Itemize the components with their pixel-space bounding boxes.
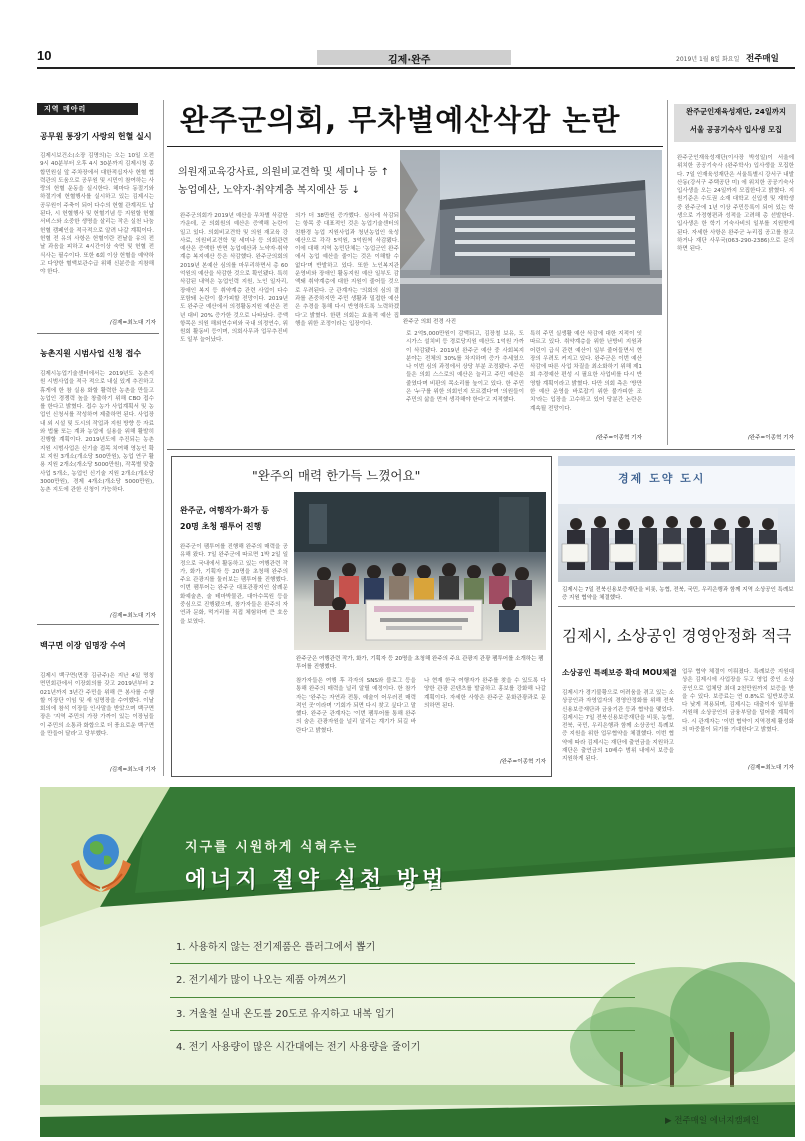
page-number: 10 (37, 48, 52, 63)
sidebar-column-rule (163, 100, 164, 776)
main-body-col4: 특히 주민 실생활 예산 삭감에 대한 지적이 잇따르고 있다. 취약계층을 위한 난방비 지원과 어린이 급식 관련 예산이 일부 줄어들면서 현장의 우려도 커지고 있다. 완주군은 이번 예산 삭감에 따른 사업 차질을 최소화하기 위해 제1회 추경예산 편성 시 필요한 사업비를 다시 반영할 계획이라고 밝혔다. 다만 의회 측은 '방만한 예산 운영을 바로잡기 위한 불가피한 조치'라는 입장을 고수하고 있어 당분간 논란은 계속될 전망이다. (530, 331, 642, 412)
right-article-headline-1: 완주군인재육성재단, 24일까지 (685, 107, 787, 116)
feature-subhead-1: 완주군, 여행작가·화가 등 (180, 506, 269, 515)
right-column-rule (667, 100, 668, 445)
sidebar-byline-1: /김제=최노대 기자 (109, 320, 156, 326)
sidebar-headline-2: 농촌지원 시범사업 신청 접수 (40, 349, 142, 358)
newspaper-name: 전주매일 (746, 54, 779, 64)
energy-tip-3: 3. 겨울철 실내 온도를 20도로 유지하고 내복 입기 (176, 1009, 395, 1020)
mou-caption: 김제시는 7일 전북신용보증재단을 비롯, 농협, 전북, 국민, 우리은행과 함께 지역 소상공인 특례보증 지원 협약을 체결했다. (562, 587, 794, 601)
kimje-byline: /김제=최노대 기자 (747, 765, 794, 771)
sidebar-label: 지역 메아리 (44, 105, 87, 113)
section-title: 김제·완주 (388, 55, 431, 66)
energy-tip-divider-2 (170, 997, 635, 998)
mou-photo (558, 456, 795, 582)
feature-subhead-2: 20명 초청 팸투어 진행 (180, 522, 262, 531)
sidebar-divider-1 (37, 333, 159, 334)
mou-photo-banner: 경제 도약 도시 (618, 472, 706, 485)
sidebar-headline-1: 공무원 통장기 사랑의 헌혈 실시 (40, 132, 152, 141)
feature-byline: /완주=이종혁 기자 (499, 759, 546, 765)
sidebar-body-3: 김제시 백구면(면장 김규주)은 지난 4일 명칭 면민회관에서 이장회의를 갖고 2019년부터 2021년까지 3년간 주민을 위해 큰 봉사를 수행할 이장단 이임 및 새 임명장을 수여했다. 이날 회의에 참석 이장들 인사말을 받았으며 백구면장은 '지역 주민의 가장 가까이 있는 이장님들이 주민의 소통과 화합으로 더 풍요로운 백구면을 만들어 달라'고 당부했다. (40, 673, 154, 738)
issue-date: 2019년 1월 8일 화요일 (676, 56, 740, 63)
energy-ad-slogan: 지구를 시원하게 식혀주는 (185, 840, 359, 855)
main-headline-rule (167, 146, 663, 147)
kimje-body-col1: 김제시가 경기불황으로 어려움을 겪고 있는 소상공인과 자영업자의 경영안정화를 위해 전북신용보증재단과 금융기관 등과 협약을 맺었다. 김제시는 7일 전북신용보증재단을 비롯, 농협, 전북, 국민, 우리은행과 함께 소상공인 특례보증 지원을 위한 업무협약을 체결했다. 이번 협약에 따라 김제시는 재단에 출연금을 지원하고 재단은 출연금의 10배수 범위 내에서 보증을 지원하게 된다. (562, 690, 674, 763)
earth-in-hands-icon (66, 824, 136, 896)
mid-rule (167, 449, 795, 450)
main-subhead-1: 의원재교육강사료, 의원비교견학 및 세미나 등 ↑ (178, 167, 389, 178)
feature-body-col1: 완주군이 팸투어를 진행해 완주의 매력을 공유해 왔다. 7일 완주군에 따르면 1박 2일 일정으로 국내에서 활동하고 있는 여행관련 작가, 화가, 기획자 등 20명을 초청해 완주의 주요 관광지를 둘러보는 팸투어를 진행했다. 이번 팸투어는 완주군 대표관광지인 삼례문화예술촌, 술 테마박물관, 대아수목원 등을 중심으로 진행됐으며, 참가자들은 완주의 자연과 문화, 먹거리를 직접 체험하며 큰 호응을 보였다. (180, 544, 288, 625)
main-subhead-2: 농업예산, 노약자·취약계층 복지예산 등 ↓ (178, 185, 361, 196)
energy-tip-1: 1. 사용하지 않는 전기제품은 플러그에서 뽑기 (176, 942, 376, 953)
energy-tip-divider-3 (170, 1030, 635, 1031)
group-photo-illustration (294, 492, 546, 650)
sidebar-body-1: 김제시보건소(소장 김명의)는 오는 10일 오전 9시 40분부터 오후 4시 30분까지 김제시청 종합민원실 앞 주차장에서 대한적십자사 헌혈 협력관의 도움으로 공무원 및 시민이 참여하는 사랑의 헌혈 운동을 실시한다. 헤마다 동절기와 하절기에 헌혈행사를 실시하고 있는 김제시는 공무원이 주축이 되어 다수의 헌혈 관계직도 납된다, 시 헌혈행사 및 헌혈기념 등 지원할 헌혈서비스와 소중한 생명을 살리는 작은 실천 나눔 헌혈 캠페인을 적극적으로 알려 나갈 계획이다. 헌혈 전 유의 사항은 헌혈이란 전날을 유의 전날 과음을 피하고 4시간이상 숙면 및 헌혈 전 식사는 필수이다. 또한 6회 이상 헌혈을 예약하고 다양한 혈액보관수급 위해 신분증을 지참해야 한다. (40, 153, 154, 276)
energy-ad-decoration (40, 787, 795, 1137)
sidebar-body-2: 김제시농업기술센터에서는 2019년도 농촌지원 시범사업을 적극 적으로 내실 있게 추진하고 휴게에 한 참 실용 화할 활력한 농촌을 만들고 농업인 경쟁력 높을 창출하기 위해 CBO 접수를 한다고 밝혔다. 접수 농가 사업계획서 및 농업인 신청서를 작성하여 제출하면 된다. 사업장 내 외 시설 및 도시의 작업과 지원 방향 등 자료와 법률 또는 계좌 농업에 실용을 위해 활발히 진행할 계획이다. 2019년도에 추진되는 농촌지원 시범사업은 신기술 접목 치여해 영농인 확보 지원 3개소(개소당 500만원), 농업 연구 활용 지원 2개소(개소당 5000만원), 작목별 맞춤 사업 5개소, 농업인 신기술 지원 2개소(개소당 3000만원), 경제 4개소(개소당 5000만원), 농촌 지도에 관한 신청이 가능하다. (40, 371, 154, 494)
sidebar-byline-3: /김제=최노대 기자 (109, 767, 156, 773)
feature-caption: 완주군은 여행관련 작가, 화가, 기획자 등 20명을 초청해 완주의 주요 관광지 관광 팸투어를 소개하는 팸투어를 진행했다. (296, 656, 544, 670)
right-article-headline-2: 서울 공공기숙사 입사생 모집 (689, 125, 783, 134)
kimje-subhead: 소상공인 특례보증 확대 MOU체결 (562, 668, 677, 677)
council-building-illustration (400, 150, 662, 315)
energy-tip-4: 4. 전기 사용량이 많은 시간대에는 전기 사용량을 줄이기 (176, 1042, 421, 1053)
header-rule (37, 67, 795, 69)
right-article-byline: /완주=이종혁 기자 (747, 435, 794, 441)
main-body-col3: 로 2억5,000만원이 감액되고, 김장철 보유, 도시가스 설치비 등 경로당지원 예산도 1억원 가까이 삭감됐다. 2019년 완주군 예산 중 사회복지 분야는 전체의 30%를 차지하며 증가 추세였으나 이번 심의 과정에서 상당 부분 조정됐다. 주민들은 의회 스스로의 예산은 늘리고 주민 예산은 줄였다며 비판의 목소리를 높이고 있다. 한 주민은 '누구를 위한 의회인지 모르겠다'며 '의원들이 주민의 삶을 먼저 생각해야 한다'고 지적했다. (406, 331, 524, 404)
feature-title: "완주의 매력 한가득 느꼈어요" (252, 468, 421, 483)
kimje-body-col2: 업무 협약 체결이 이뤄졌다. 특례보증 지원대상은 김제시에 사업장을 두고 영업 중인 소상공인으로 업체당 최대 2천만원까지 보증을 받을 수 있다. 보증료는 연 0.8%로 일반보증보다 낮게 적용되며, 김제시는 대출이자 일부를 지원해 소상공인의 금융부담을 덜어줄 계획이다. 시 관계자는 '이번 협약이 지역경제 활성화의 마중물이 되기를 기대한다'고 밝혔다. (682, 669, 794, 734)
main-byline: /완주=이종혁 기자 (595, 435, 642, 441)
energy-ad-footer: ▶ 전주매일 에너지캠페인 (665, 1116, 760, 1126)
right-article-body: 완주군인재육성재단(이사장 박성일)이 서울에 위치한 공공기숙사 (완주학사) 입사생을 모집한다. 7일 인재육성재단은 서울특별시 강서구 내발산동(강서구 주택공단 미) 에 위치한 공공기숙사 입사생을 오는 24일까지 모집한다고 밝혔다. 지원기준은 수도권 소재 대학교 신입생 및 재학생 중 완주군에 1년 이상 주민등록이 되어 있는 학생으로 가정형편과 성적을 고려해 총 선발한다. 입사생은 한 학기 기숙사비의 일부를 지원받게 된다. 자세한 사항은 완주군 누리집 공고를 참고하거나 재단 사무국(063-290-2386)으로 문의하면 된다. (677, 155, 794, 253)
council-building-photo (400, 150, 662, 315)
sidebar-headline-3: 백구면 이장 임명장 수여 (40, 641, 126, 650)
main-headline: 완주군의회, 무차별예산삭감 논란 (180, 103, 621, 137)
feature-body-col2: 참가자들은 여행 후 각자의 SNS와 블로그 등을 통해 완주의 매력을 널리 알릴 예정이다. 한 참가자는 '완주는 자연과 전통, 예술이 어우러진 매력적인 곳'이라며 '기회가 되면 다시 찾고 싶다'고 말했다. 완주군 관계자는 '이번 팸투어를 통해 완주의 숨은 관광자원을 널리 알리는 계기가 되길 바란다'고 밝혔다. (296, 678, 416, 734)
main-body-col1: 완주군의회가 2019년 예산을 무차별 삭감한 가운데, 군 의회원의 예산은 증액해 논란이 일고 있다. 의회비교견학 및 의원 재교육 강사료, 의원비교견학 및 세미나 등 의회관련 예산은 증액한 반면 농업예산과 노약자·취약계층 복지예산 등은 삭감했다. 완주군의회의 2019년 본예산 심의를 마무리하면서 총 60억원의 예산을 삭감한 것으로 확인됐다. 특히 삭감된 내역은 농업인력 지원, 노인 일자리, 장애인 복지 등 취약계층 관련 사업이 다수 포함돼 논란이 불가피할 전망이다. 2019년도 완주군 예산에서 의정활동지원 예산은 전년 대비 20% 증가한 것으로 나타났다. 증액 항목은 의원 해외연수비와 국내 의정연수, 위원회 활동비 등이며, 의회사무과 업무추진비도 일부 늘어났다. (180, 213, 288, 344)
photo-caption: 완주군 의회 전경 사진 (403, 319, 457, 325)
group-photo (294, 492, 546, 650)
sidebar-divider-2 (37, 624, 159, 625)
feature-body-col3: 나 현재 한국 여행자가 완주를 찾을 수 있도록 다양한 관광 콘텐츠를 발굴하고 홍보를 강화해 나갈 계획이다. 자세한 사항은 완주군 문화관광과로 문의하면 된다. (424, 678, 546, 709)
sidebar-byline-2: /김제=최노대 기자 (109, 613, 156, 619)
energy-tip-2: 2. 전기세가 많이 나오는 제품 아껴쓰기 (176, 975, 347, 986)
kimje-headline: 김제시, 소상공인 경영안정화 적극 (562, 627, 792, 645)
energy-ad-title: 에너지 절약 실천 방법 (185, 868, 448, 893)
kimje-rule (558, 606, 795, 607)
main-body-col2: 의가 더 38만원 증가했다. 심사에 삭감되는 항목 중 대표적인 것은 농업기술센터의 친환경 농업 지원사업과 청년농업인 육성 예산으로 각각 5억원, 3억원씩 삭감됐다. 이에 대해 지역 농민단체는 '농업군인 완주에서 농업 예산을 줄이는 것은 이해할 수 없다'며 반발하고 있다. 또한 노인복지관 운영비와 장애인 활동지원 예산 일부도 감액돼 취약계층에 대한 지원이 줄어들 것으로 우려된다. 군 관계자는 '의회의 심의 결과를 존중하지만 주민 생활과 밀접한 예산은 추경을 통해 다시 반영하도록 노력하겠다'고 밝혔다. 한편 의회는 효율적 예산 집행을 위한 조정이라는 입장이다. (295, 213, 399, 327)
energy-tip-divider-1 (170, 963, 635, 964)
